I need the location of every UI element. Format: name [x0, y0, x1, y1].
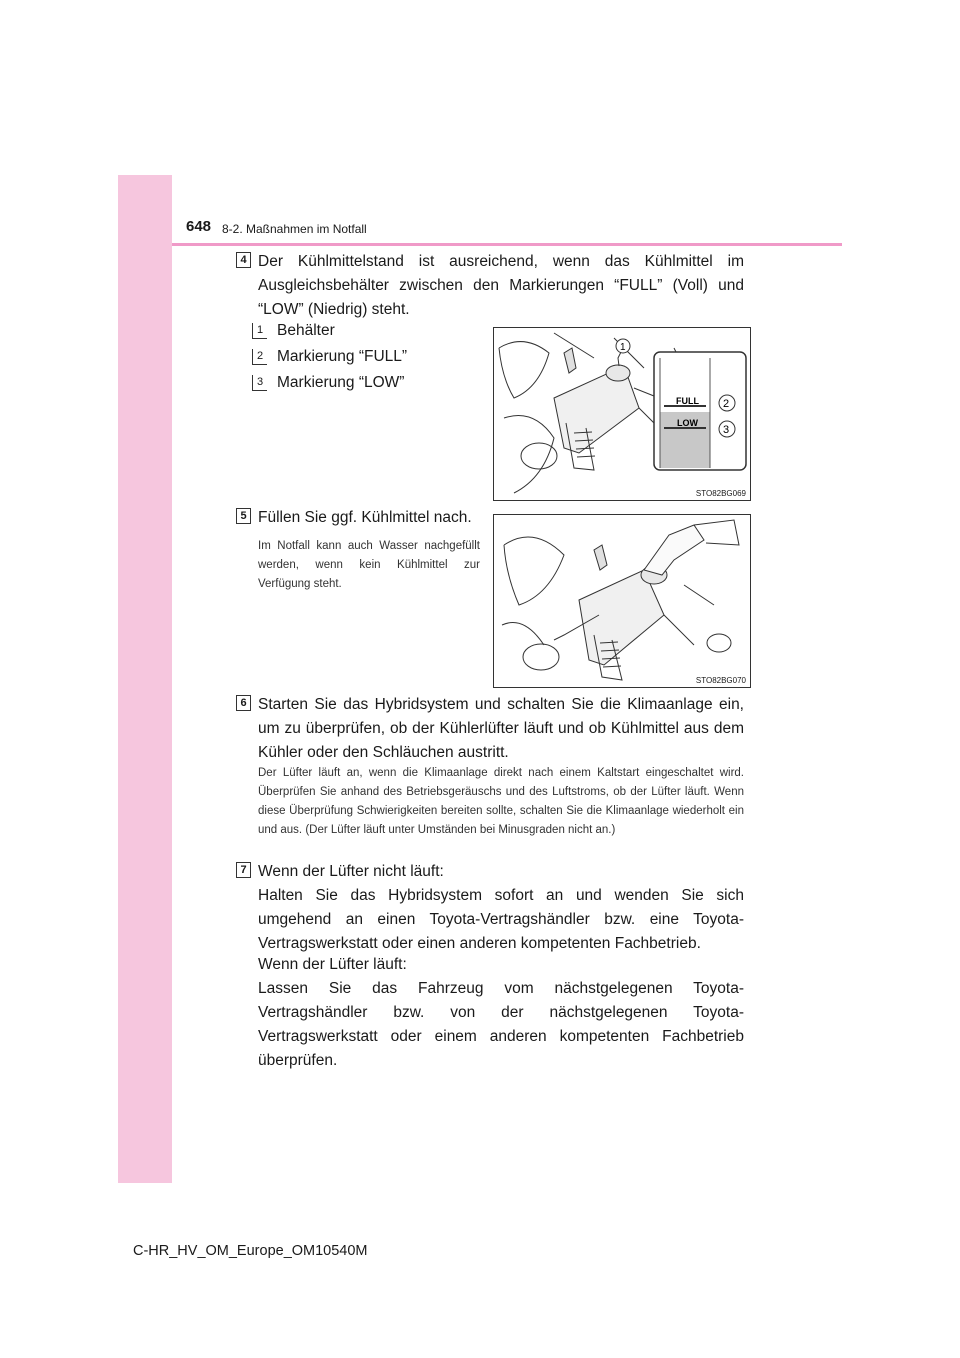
legend-number-2: 2 [252, 349, 267, 365]
step-6-note: Der Lüfter läuft an, wenn die Klimaanlage direkt nach einem Kaltstart eingeschaltet wird. Überprüfen Sie anhand des Betriebsgeräuschs und des Luftstroms, ob der Lüfter läuft. Wenn diese Überprüfung Schwierigkeiten bereiten sollte, schalten Sie die Klimaanlage wiederholt ein und aus. (Der Lüfter läuft unter Umständen bei Minusgraden nicht an.) [258, 767, 744, 836]
coolant-refill-illustration [494, 515, 750, 687]
step-7-case2-text: Lassen Sie das Fahrzeug vom nächstgelegenen Toyota-Vertragshändler bzw. von der nächstgelegenen Toyota-Vertragswerkstatt oder einem anderen kompetenten Fachbetrieb überprüfen. [258, 980, 744, 1069]
coolant-reservoir-figure [493, 327, 751, 501]
figure-code: STO82BG070 [695, 676, 746, 685]
page-number: 648 [186, 218, 212, 235]
step-number-7: 7 [236, 862, 251, 878]
legend-label-3: Markierung “LOW” [277, 374, 405, 391]
low-mark-label: LOW [677, 418, 698, 428]
legend-item-3 [252, 374, 404, 392]
legend-label-2: Markierung “FULL” [277, 348, 408, 365]
full-mark-label: FULL [676, 396, 699, 406]
step-4-text: Der Kühlmittelstand ist ausreichend, wenn das Kühlmittel im Ausgleichsbehälter zwischen den Markierungen “FULL” (Voll) und “LOW” (Niedrig) steht. [258, 253, 744, 318]
footer-doc-id: C-HR_HV_OM_Europe_OM10540M [133, 1243, 368, 1259]
callout-3: 3 [723, 424, 730, 436]
legend-item-1 [252, 322, 335, 340]
step-7-case1-text: Halten Sie das Hybridsystem sofort an und wenden Sie sich umgehend an einen Toyota-Vertragshändler bzw. eine Toyota-Vertragswerkstatt oder einen anderen kompetenten Fachbetrieb. [258, 887, 744, 952]
side-tab [118, 175, 172, 1183]
step-7-case1-title: Wenn der Lüfter nicht läuft: [258, 863, 444, 880]
legend-item-2 [252, 348, 407, 366]
callout-2: 2 [723, 398, 730, 410]
legend-number-1: 1 [252, 323, 267, 339]
legend-label-1: Behälter [277, 322, 335, 339]
callout-1: 1 [620, 342, 626, 353]
step-number-6: 6 [236, 695, 251, 711]
header-rule [172, 243, 842, 246]
coolant-refill-figure [493, 514, 751, 688]
legend-number-3: 3 [252, 375, 267, 391]
step-7-case2-title: Wenn der Lüfter läuft: [258, 956, 407, 973]
step-5-note: Im Notfall kann auch Wasser nachgefüllt werden, wenn kein Kühlmittel zur Verfügung steht. [258, 540, 480, 590]
step-number-5: 5 [236, 508, 251, 524]
step-5-text: Füllen Sie ggf. Kühlmittel nach. [258, 509, 472, 526]
figure-code: STO82BG069 [695, 489, 746, 498]
step-6-text: Starten Sie das Hybridsystem und schalten Sie die Klimaanlage ein, um zu überprüfen, ob der Kühlerlüfter läuft und ob Kühlmittel aus dem Kühler oder den Schläuchen austritt. [258, 696, 744, 761]
section-title: 8-2. Maßnahmen im Notfall [222, 222, 367, 236]
step-number-4: 4 [236, 252, 251, 268]
coolant-reservoir-illustration [494, 328, 750, 500]
